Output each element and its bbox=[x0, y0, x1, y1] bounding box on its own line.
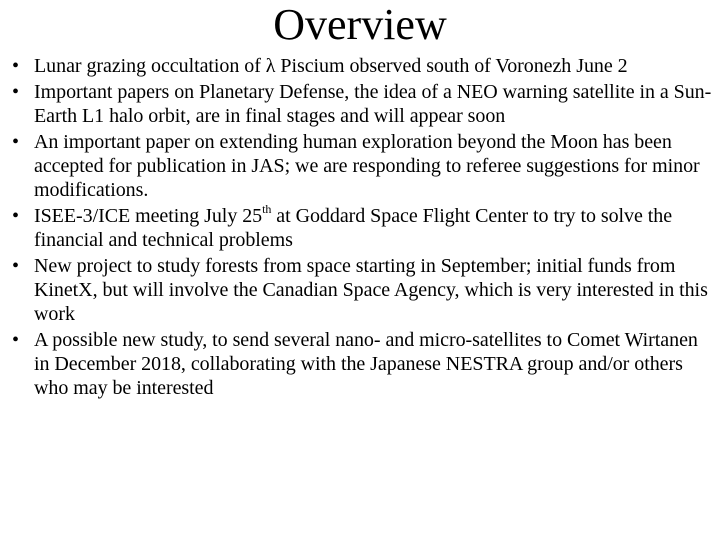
bullet-text: An important paper on extending human exploration beyond the Moon has been accepted for publication in JAS; we are responding to referee suggestions for minor modifications. bbox=[34, 131, 700, 201]
slide-title: Overview bbox=[273, 0, 447, 49]
bullet-text: New project to study forests from space starting in September; initial funds from KinetX, but will involve the Canadian Space Agency, which is very interested in this work bbox=[34, 255, 708, 325]
bullet-text: Lunar grazing occultation of λ Piscium observed south of Voronezh June 2 bbox=[34, 55, 628, 77]
bullet-text: A possible new study, to send several nano- and micro-satellites to Comet Wirtanen in December 2018, collaborating with the Japanese NESTRA group and/or others who may be interested bbox=[34, 329, 698, 399]
bullet-icon: • bbox=[12, 81, 19, 103]
bullet-item-comet-wirtanen bbox=[0, 328, 715, 400]
bullet-list bbox=[0, 54, 715, 402]
bullet-icon: • bbox=[12, 329, 19, 351]
bullet-text-before-superscript: ISEE-3/ICE meeting July 25 bbox=[34, 205, 263, 227]
bullet-superscript: th bbox=[262, 202, 272, 217]
bullet-text bbox=[34, 202, 673, 251]
bullet-icon: • bbox=[12, 131, 19, 153]
bullet-item-planetary-defense bbox=[0, 80, 715, 128]
bullet-text: Important papers on Planetary Defense, the idea of a NEO warning satellite in a Sun-Earth L1 halo orbit, are in final stages and will appear soon bbox=[34, 81, 712, 127]
bullet-text-after-superscript: at Goddard Space Flight Center to try to solve the financial and technical problems bbox=[34, 205, 673, 251]
bullet-item-isee3-meeting bbox=[0, 204, 715, 252]
bullet-icon: • bbox=[12, 205, 19, 227]
bullet-item-lunar-occultation bbox=[0, 54, 715, 78]
bullet-item-human-exploration bbox=[0, 130, 715, 202]
bullet-item-forests-project bbox=[0, 254, 715, 326]
bullet-icon: • bbox=[12, 55, 19, 77]
bullet-icon: • bbox=[12, 255, 19, 277]
